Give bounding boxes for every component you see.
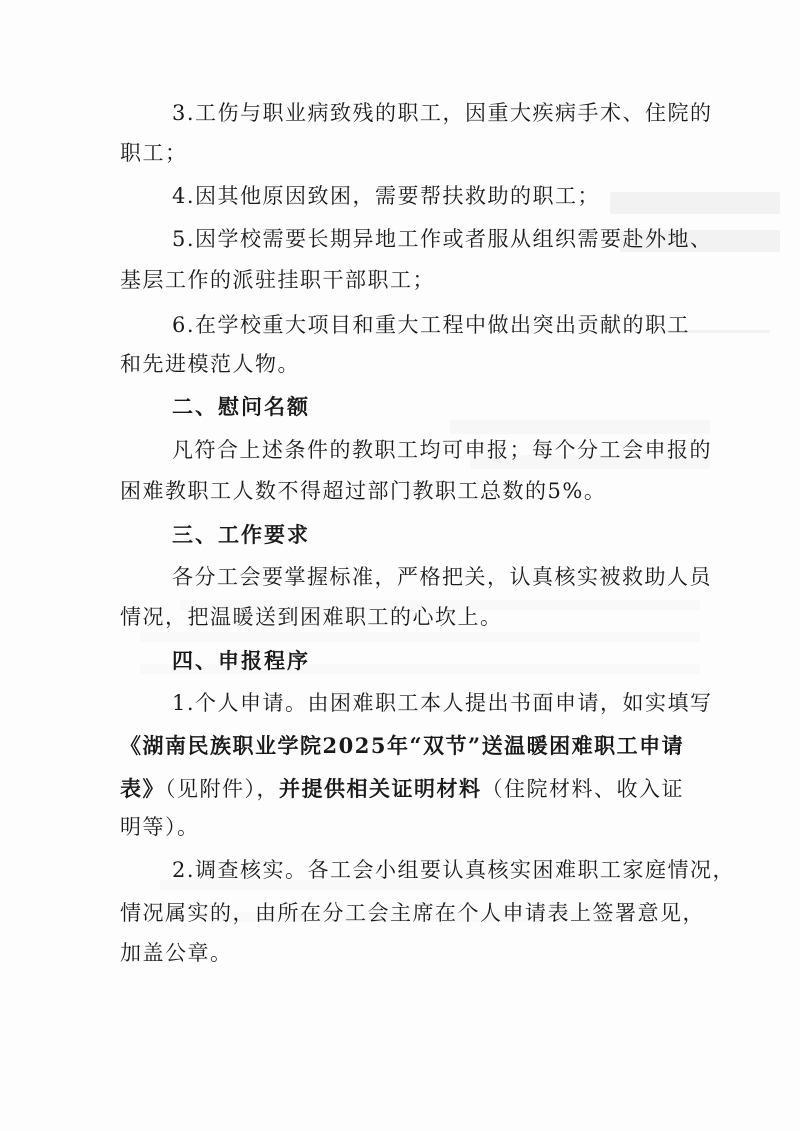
paragraph-line: 情况，把温暖送到困难职工的心坎上。 bbox=[120, 605, 503, 629]
paragraph-line: 基层工作的派驻挂职干部职工； bbox=[120, 268, 435, 292]
bleed-through-mark bbox=[610, 192, 780, 214]
paragraph-line: 凡符合上述条件的教职工均可申报；每个分工会申报的 bbox=[172, 438, 712, 462]
paragraph-line: 加盖公章。 bbox=[120, 941, 233, 965]
paragraph-line: 职工； bbox=[120, 141, 188, 165]
appendix-note: （见附件）， bbox=[165, 777, 279, 801]
paragraph-line bbox=[120, 778, 684, 800]
paragraph-line: 5.因学校需要长期异地工作或者服从组织需要赴外地、 bbox=[172, 227, 713, 251]
paragraph-line: 4.因其他原因致困，需要帮扶救助的职工； bbox=[172, 184, 601, 208]
bleed-through-mark bbox=[450, 420, 710, 434]
paragraph-line: 情况属实的，由所在分工会主席在个人申请表上签署意见， bbox=[120, 901, 705, 925]
form-title-end: 表》 bbox=[120, 776, 165, 801]
paragraph-line: 困难教职工人数不得超过部门教职工总数的5%。 bbox=[120, 479, 607, 503]
paragraph-line: 和先进模范人物。 bbox=[120, 352, 300, 376]
section-heading: 四、申报程序 bbox=[172, 649, 310, 673]
bleed-through-mark bbox=[140, 632, 700, 642]
section-heading: 三、工作要求 bbox=[172, 523, 310, 547]
paragraph-line: 1.个人申请。由困难职工本人提出书面申请，如实填写 bbox=[172, 691, 713, 715]
paragraph-line: 各分工会要掌握标准，严格把关，认真核实被救助人员 bbox=[172, 565, 712, 589]
materials-examples: （住院材料、收入证 bbox=[481, 777, 684, 801]
paragraph-line: 3.工伤与职业病致残的职工，因重大疾病手术、住院的 bbox=[172, 101, 713, 125]
section-heading: 二、慰问名额 bbox=[172, 395, 310, 419]
form-title-line: 《湖南民族职业学院2025年“双节”送温暖困难职工申请 bbox=[120, 733, 685, 758]
paragraph-line: 明等）。 bbox=[120, 815, 200, 839]
materials-requirement: 并提供相关证明材料 bbox=[279, 776, 482, 801]
paragraph-line: 6.在学校重大项目和重大工程中做出突出贡献的职工 bbox=[172, 313, 691, 337]
paragraph-line: 2.调查核实。各工会小组要认真核实困难职工家庭情况， bbox=[172, 858, 736, 882]
